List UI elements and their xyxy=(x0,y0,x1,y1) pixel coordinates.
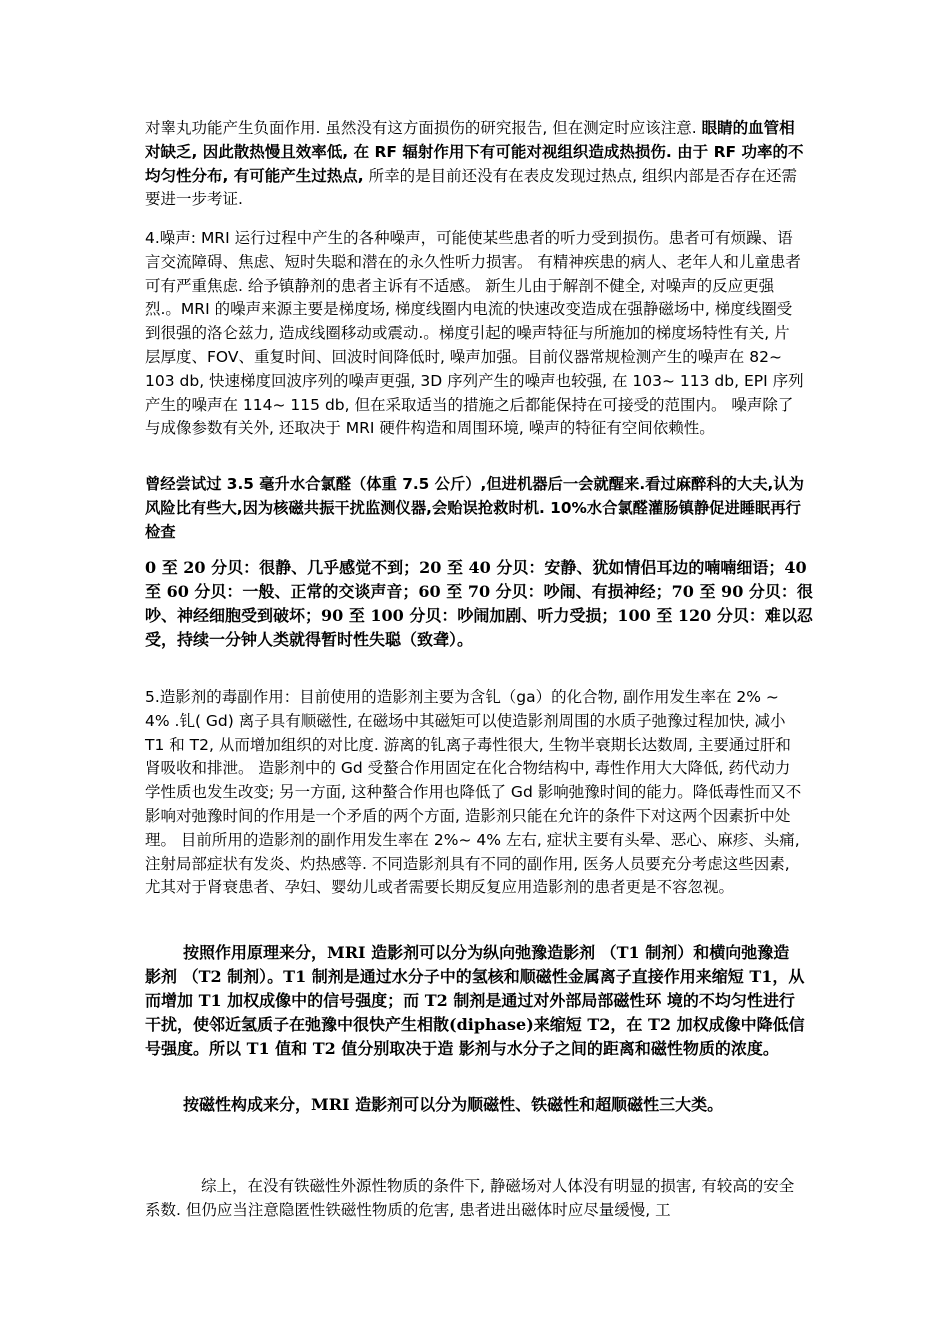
bold-text: 眼睛的血管相对缺乏, 因此散热慢且效率低, 在 RF 辐射作用下有可能对视组织造成热损伤. 由于 RF 功率的不均匀性分布, 有可能产生过热点, xyxy=(145,119,804,185)
paragraph-contrast-agent-mechanism: 按照作用原理来分，MRI 造影剂可以分为纵向弛豫造影剂 （T1 制剂）和横向弛豫造影剂 （T2 制剂）。T1 制剂是通过水分子中的氢核和顺磁性金属离子直接作用来缩短 T1，从而增加 T1 加权成像中的信号强度；而 T2 制剂是通过对外部局部磁性环 境的不均匀性进行干扰，使邻近氢质子在弛豫中很快产生相散(diphase)来缩短 T2，在 T2 加权成像中降低信号强度。所以 T1 值和 T2 值分别取决于造 影剂与水分子之间的距离和磁性物质的浓度。 xyxy=(145,943,805,1058)
paragraph-contrast-agent-toxicity: 5.造影剂的毒副作用：目前使用的造影剂主要为含钆（ga）的化合物, 副作用发生率在 2% ~ 4% .钆( Gd) 离子具有顺磁性, 在磁场中其磁矩可以使造影剂周围的水质子弛豫过程加快, 减小 T1 和 T2, 从而增加组织的对比度. 游离的钆离子毒性很大, 生物半衰期长达数周, 主要通过肝和肾吸收和排泄。 造影剂中的 Gd 受螯合作用固定在化合物结构中, 毒性作用大大降低, 药代动力学性质也发生改变; 另一方面, 这种螯合作用也降低了 Gd 影响弛豫时间的能力。降低毒性而又不影响对弛豫时间的作用是一个矛盾的两个方面, 造影剂只能在允许的条件下对这两个因素折中处理。 目前所用的造影剂的副作用发生率在 2%~ 4% 左右, 症状主要有头晕、恶心、麻疹、头痛, 注射局部症状有发炎、灼热感等. 不同造影剂具有不同的副作用, 医务人员要充分考虑这些因素, 尤其对于肾衰患者、孕妇、婴幼儿或者需要长期反复应用造影剂的患者更是不容忽视。 xyxy=(145,688,802,897)
paragraph-text: 对睾丸功能产生负面作用. 虽然没有这方面损伤的研究报告, 但在测定时应该注意. xyxy=(145,119,702,137)
paragraph-summary: 综上，在没有铁磁性外源性物质的条件下, 静磁场对人体没有明显的损害, 有较高的安全系数. 但仍应当注意隐匿性铁磁性物质的危害, 患者进出磁体时应尽量缓慢, 工 xyxy=(145,1177,795,1219)
paragraph-decibel-scale: 0 至 20 分贝：很静、几乎感觉不到；20 至 40 分贝：安静、犹如情侣耳边的喃喃细语；40 至 60 分贝：一般、正常的交谈声音；60 至 70 分贝：吵闹、有损神经；70 至 90 分贝：很吵、神经细胞受到破坏；90 至 100 分贝：吵闹加剧、听力受损；100 至 120 分贝：难以忍受，持续一分钟人类就得暂时性失聪（致聋）。 xyxy=(145,558,813,649)
paragraph-noise: 4.噪声: MRI 运行过程中产生的各种噪声，可能使某些患者的听力受到损伤。患者可有烦躁、语言交流障碍、焦虑、短时失聪和潜在的永久性听力损害。 有精神疾患的病人、老年人和儿童患者可有严重焦虑. 给予镇静剂的患者主诉有不适感。 新生儿由于解剖不健全, 对噪声的反应更强烈.。MRI 的噪声来源主要是梯度场, 梯度线圈内电流的快速改变造成在强静磁场中, 梯度线圈受到很强的洛仑兹力, 造成线圈移动或震动.。梯度引起的噪声特征与所施加的梯度场特性有关, 片层厚度、FOV、重复时间、回波时间降低时, 噪声加强。目前仪器常规检测产生的噪声在 82~ 103 db, 快速梯度回波序列的噪声更强, 3D 序列产生的噪声也较强, 在 103~ 113 db, EPI 序列产生的噪声在 114~ 115 db, 但在采取适当的措施之后都能保持在可接受的范围内。 噪声除了与成像参数有关外, 还取决于 MRI 硬件构造和周围环境, 噪声的特征有空间依赖性。 xyxy=(145,229,804,438)
paragraph-sedation-note: 曾经尝试过 3.5 毫升水合氯醛（体重 7.5 公斤）,但进机器后一会就醒来.看过麻醉科的大夫,认为风险比有些大,因为核磁共振干扰监测仪器,会贻误抢救时机. 10%水合氯醛灌肠镇静促进睡眠再行检查 xyxy=(145,475,804,541)
paragraph-testis-eye-heating xyxy=(145,117,805,212)
paragraph-text: 所幸的是目前还没有在表皮发现过热点, 组织内部是否存在还需要进一步考证. xyxy=(145,166,797,209)
paragraph-contrast-agent-magnetism: 按磁性构成来分，MRI 造影剂可以分为顺磁性、铁磁性和超顺磁性三大类。 xyxy=(183,1095,724,1114)
